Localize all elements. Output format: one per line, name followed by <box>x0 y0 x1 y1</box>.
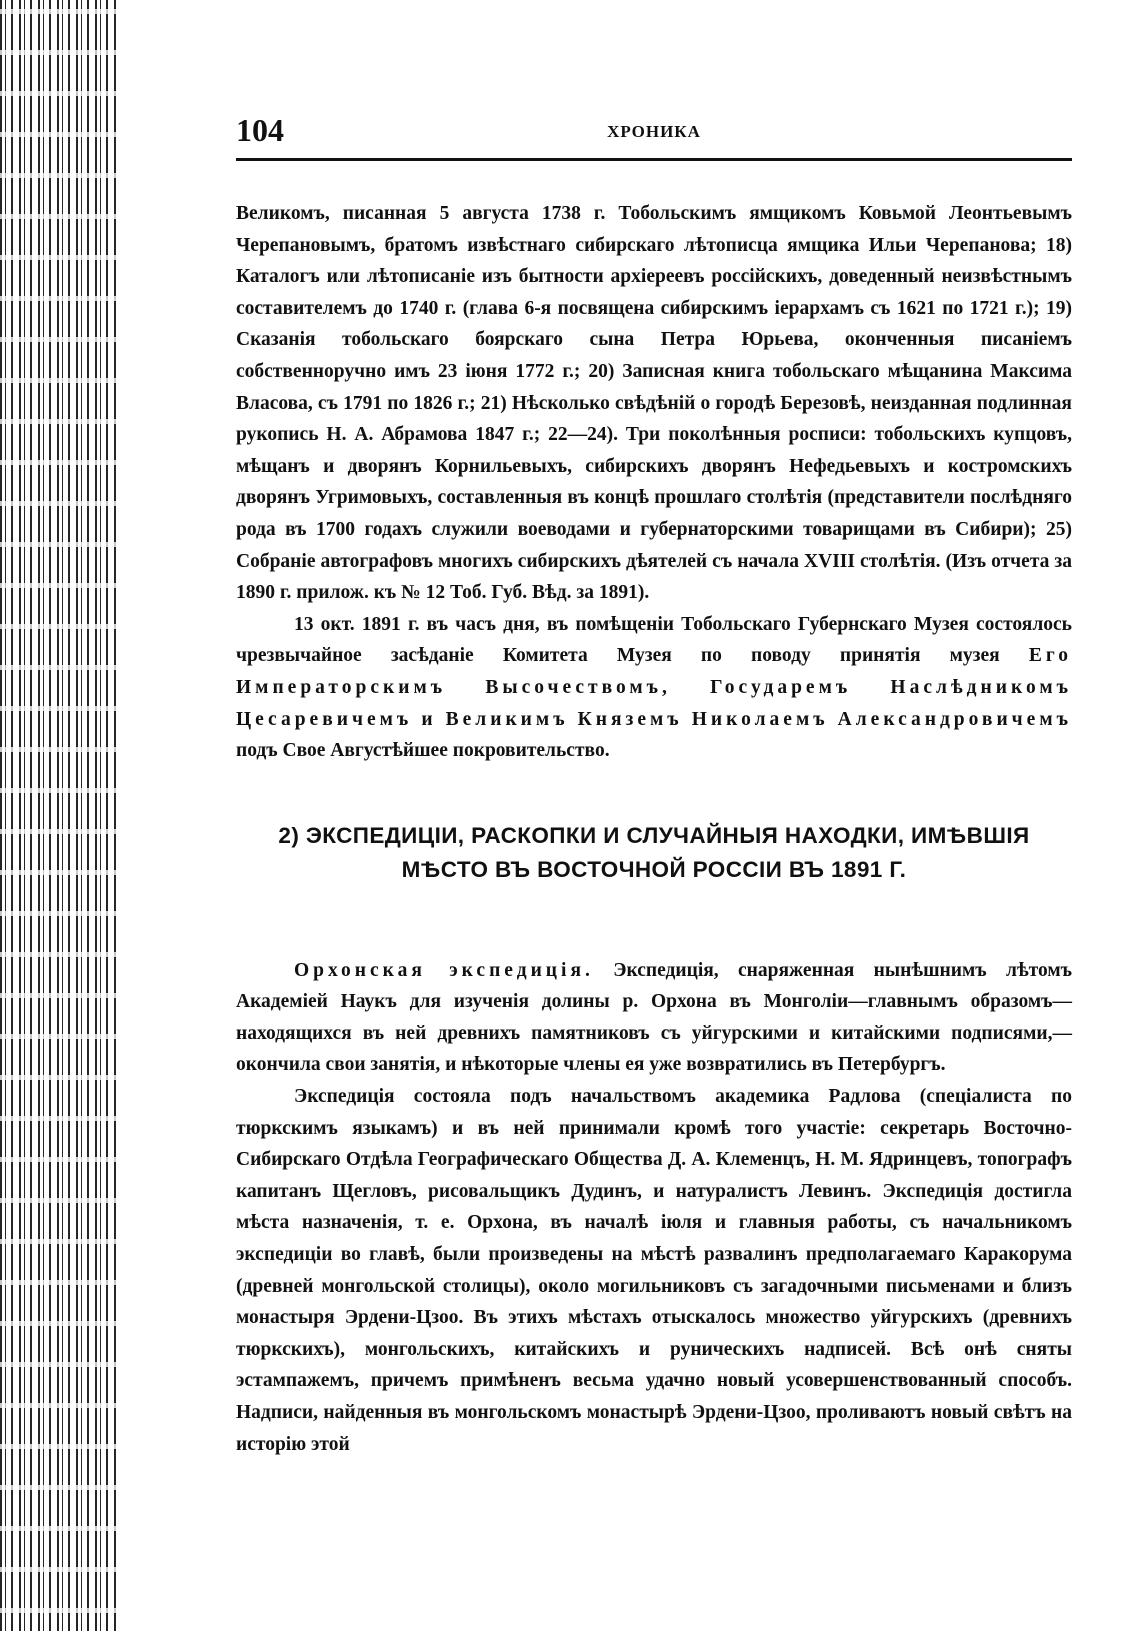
scanned-binding-edge <box>0 0 118 1631</box>
meeting-paragraph <box>236 609 1072 767</box>
section-text-block <box>236 955 1072 1461</box>
running-title: ХРОНИКА <box>607 122 701 141</box>
section-heading-line-2: МѢСТО ВЪ ВОСТОЧНОЙ РОССІИ ВЪ 1891 Г. <box>401 856 907 882</box>
orkhon-text: Экспедиція, снаряженная нынѣшнимъ лѣтомъ Академіей Наукъ для изученія долины р. Орхона въ Монголіи—главнымъ образомъ—находящихся въ ней древнихъ памятниковъ съ уйгурскими и китайскими подписями,—окончила свои занятія, и нѣкоторые члены ея уже возвратились въ Петербургъ. <box>236 959 1072 1076</box>
page-number: 104 <box>236 112 284 148</box>
orkhon-title: Орхонская экспедиція. <box>294 959 594 981</box>
meeting-lead: 13 окт. 1891 г. въ часъ дня, въ помѣщеніи Тобольскаго Губернскаго Музея состоялось чрезвычайное засѣданіе Комитета Музея по поводу принятія музея <box>236 613 1072 667</box>
meeting-spaced-names: Его Императорскимъ Высочествомъ, Государемъ Наслѣдникомъ Цесаревичемъ и Великимъ Княземъ Николаемъ Александровичемъ <box>236 645 1072 730</box>
expedition-paragraph: Экспедиція состояла подъ начальствомъ академика Радлова (спеціалиста по тюркскимъ языкамъ) и въ ней принимали кромѣ того участіе: секретарь Восточно-Сибирскаго Отдѣла Географическаго Общества Д. А. Клеменцъ, Н. М. Ядринцевъ, топографъ капитанъ Щегловъ, рисовальщикъ Дудинъ, и натуралистъ Левинъ. Экспедиція достигла мѣста назначенія, т. е. Орхона, въ началѣ іюля и главныя работы, съ начальникомъ экспедиціи во главѣ, были произведены на мѣстѣ развалинъ предполагаемаго Каракорума (древней монгольской столицы), около могильниковъ съ загадочными письменами и близъ монастыря Эрдени-Цзоо. Въ этихъ мѣстахъ отыскалось множество уйгурскихъ (древнихъ тюркскихъ), монгольскихъ, китайскихъ и руническихъ надписей. Всѣ онѣ сняты эстампажемъ, причемъ примѣненъ весьма удачно новый усовершенствованный способъ. Надписи, найденныя въ монгольскомъ монастырѣ Эрдени-Цзоо, проливаютъ новый свѣтъ на исторію этой <box>236 1086 1072 1455</box>
orkhon-paragraph <box>236 955 1072 1081</box>
book-page <box>236 108 1072 1460</box>
top-text-block <box>236 198 1072 767</box>
running-head <box>236 108 1072 161</box>
meeting-tail: подъ Свое Августѣйшее покровительство. <box>236 740 610 762</box>
section-heading-line-1: 2) ЭКСПЕДИЦІИ, РАСКОПКИ И СЛУЧАЙНЫЯ НАХОДКИ, ИМѢВШІЯ <box>278 822 1030 848</box>
continued-paragraph: Великомъ, писанная 5 августа 1738 г. Тобольскимъ ямщикомъ Ковьмой Леонтьевымъ Черепановымъ, братомъ извѣстнаго сибирскаго лѣтописца ямщика Ильи Черепанова; 18) Каталогъ или лѣтописаніе изъ бытности архіереевъ россійскихъ, доведенный неизвѣстнымъ составителемъ до 1740 г. (глава 6-я посвящена сибирскимъ іерархамъ съ 1621 по 1721 г.); 19) Сказанія тобольскаго боярскаго сына Петра Юрьева, оконченныя писаніемъ собственноручно имъ 23 іюня 1772 г.; 20) Записная книга тобольскаго мѣщанина Максима Власова, съ 1791 по 1826 г.; 21) Нѣсколько свѣдѣній о городѣ Березовѣ, неизданная подлинная рукопись Н. А. Абрамова 1847 г.; 22—24). Три поколѣнныя росписи: тобольскихъ купцовъ, мѣщанъ и дворянъ Корнильевыхъ, сибирскихъ дворянъ Нефедьевыхъ и костромскихъ дворянъ Угримовыхъ, составленныя въ концѣ прошлаго столѣтія (представители послѣдняго рода въ 1700 годахъ служили воеводами и губернаторскими товарищами въ Сибири); 25) Собраніе автографовъ многихъ сибирскихъ дѣятелей съ начала XVIII столѣтія. (Изъ отчета за 1890 г. прилож. къ № 12 Тоб. Губ. Вѣд. за 1891). <box>236 203 1072 604</box>
section-heading <box>236 819 1072 887</box>
